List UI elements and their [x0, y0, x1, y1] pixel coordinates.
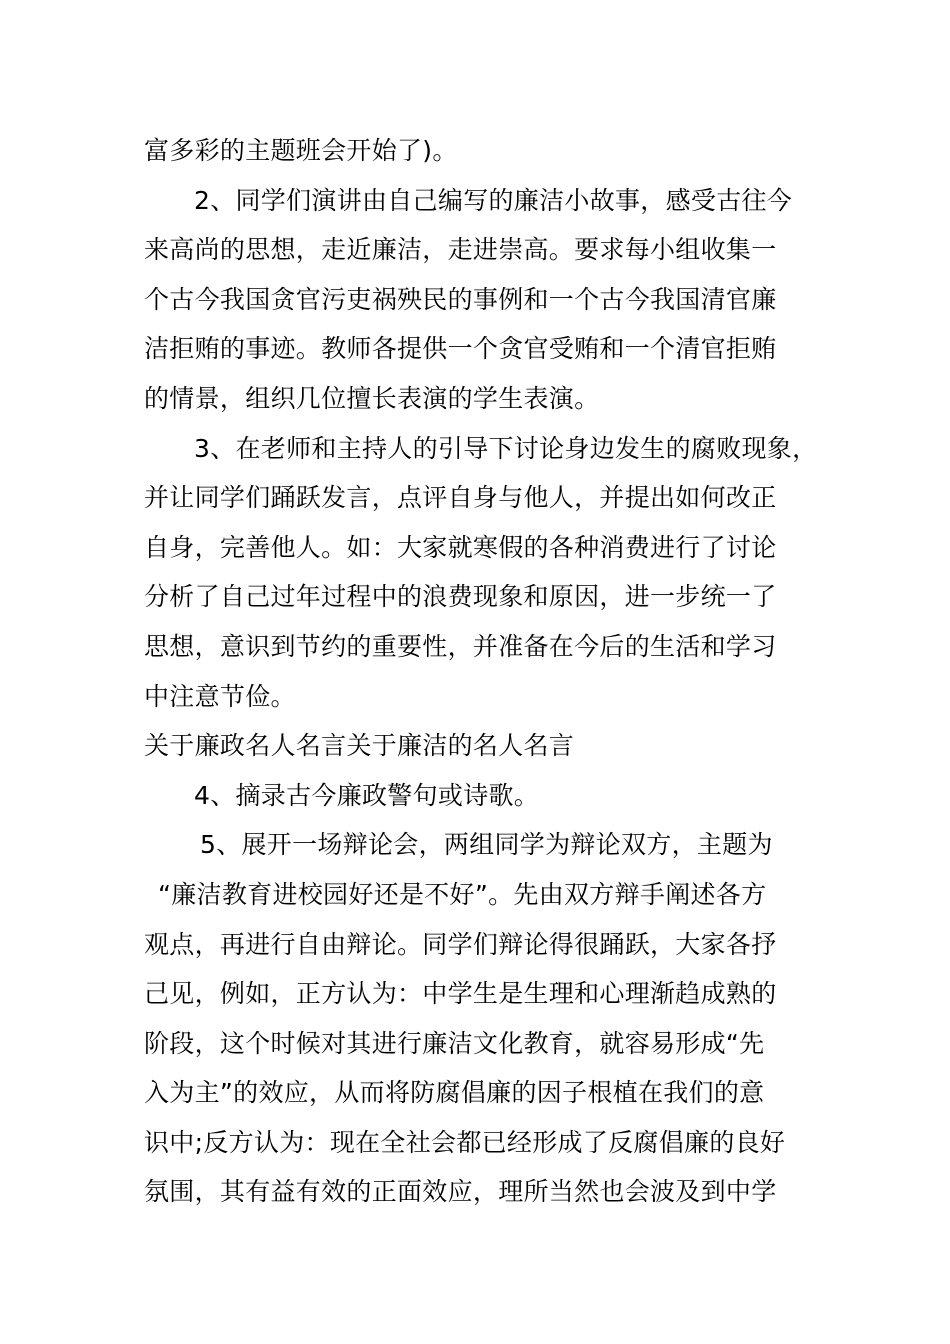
text-line: 并让同学们踊跃发言，点评自身与他人，并提出如何改正 — [144, 483, 777, 513]
paragraph-5-start: 5、展开一场辩论会，两组同学为辩论双方，主题为 — [200, 830, 773, 860]
text-line: 的情景，组织几位擅长表演的学生表演。 — [144, 383, 600, 413]
text-line: “廉洁教育进校园好还是不好”。先由双方辩手阐述各方 — [158, 879, 767, 909]
text-line: 入为主”的效应，从而将防腐倡廉的因子根植在我们的意 — [144, 1078, 765, 1108]
text-line: 己见，例如，正方认为：中学生是生理和心理渐趋成熟的 — [144, 979, 777, 1009]
text-line: 洁拒贿的事迹。教师各提供一个贪官受贿和一个清官拒贿 — [144, 334, 777, 364]
text-line: 中注意节俭。 — [144, 681, 296, 711]
text-line: 观点，再进行自由辩论。同学们辩论得很踊跃，大家各抒 — [144, 929, 777, 959]
text-line: 自身，完善他人。如：大家就寒假的各种消费进行了讨论 — [144, 532, 777, 562]
text-line: 氛围，其有益有效的正面效应，理所当然也会波及到中学 — [144, 1177, 777, 1207]
text-line: 阶段，这个时候对其进行廉洁文化教育，就容易形成“先 — [144, 1028, 765, 1058]
text-line: 思想，意识到节约的重要性，并准备在今后的生活和学习 — [144, 631, 777, 661]
text-line: 分析了自己过年过程中的浪费现象和原因，进一步统一了 — [144, 582, 777, 612]
text-line: 识中;反方认为：现在全社会都已经形成了反腐倡廉的良好 — [144, 1127, 786, 1157]
heading-line: 关于廉政名人名言关于廉洁的名人名言 — [144, 731, 575, 761]
paragraph-4-start: 4、摘录古今廉政警句或诗歌。 — [194, 780, 540, 810]
text-line: 个古今我国贪官污吏祸殃民的事例和一个古今我国清官廉 — [144, 284, 777, 314]
paragraph-2-start: 2、同学们演讲由自己编写的廉洁小故事，感受古往今 — [194, 185, 793, 215]
text-line: 来高尚的思想，走近廉洁，走进崇高。要求每小组收集一 — [144, 235, 777, 265]
document-body — [144, 126, 818, 1217]
paragraph-3-start: 3、在老师和主持人的引导下讨论身边发生的腐败现象， — [194, 433, 818, 463]
text-line: 富多彩的主题班会开始了)。 — [144, 136, 458, 165]
